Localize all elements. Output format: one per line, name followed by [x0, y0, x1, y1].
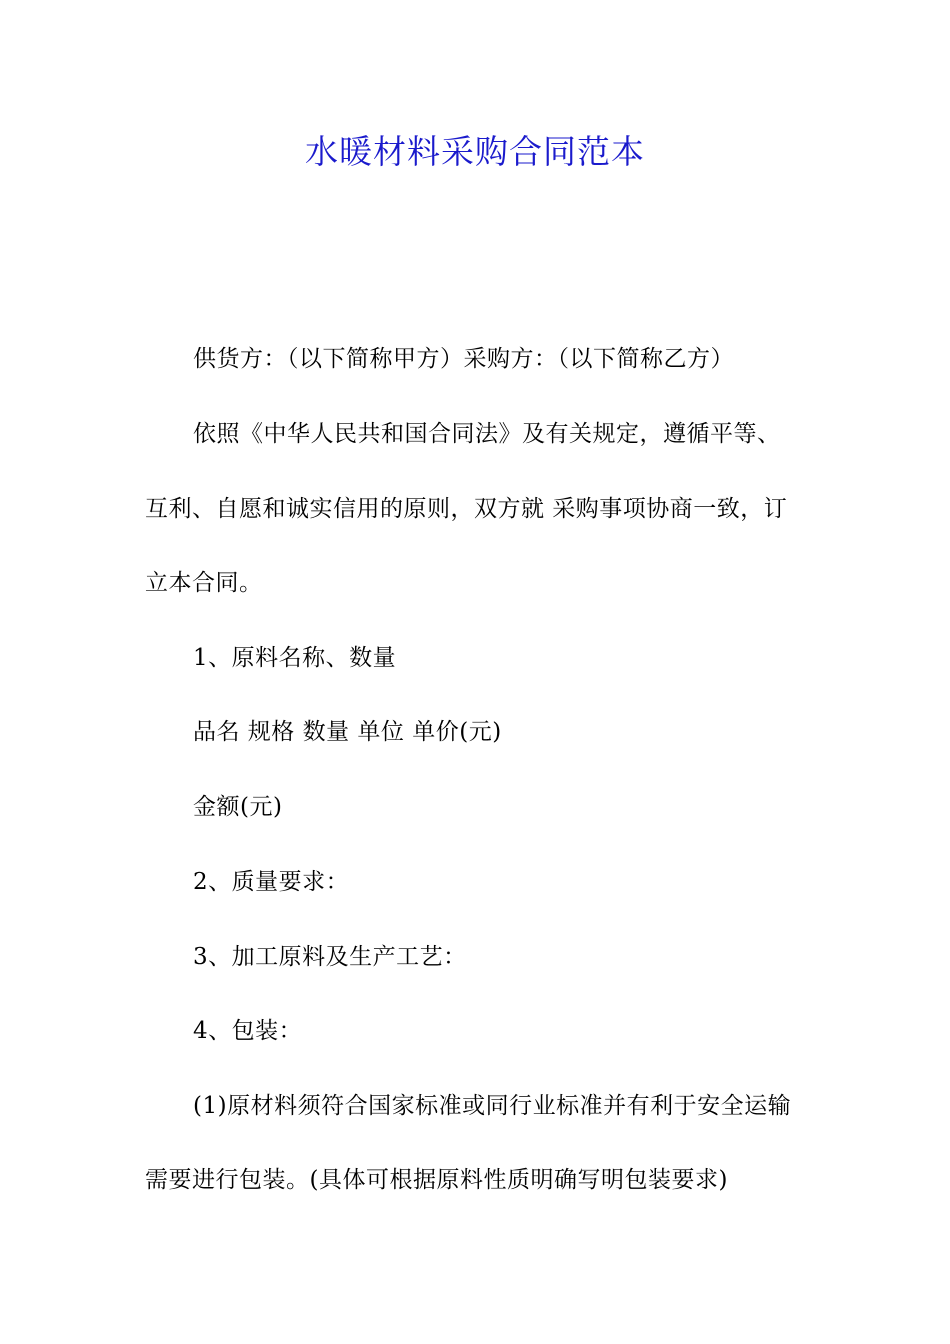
paragraph-line: 依照《中华人民共和国合同法》及有关规定，遵循平等、	[193, 421, 781, 447]
paragraph-line: 立本合同。	[145, 570, 263, 596]
section-heading: 2、质量要求：	[193, 869, 350, 895]
document-title: 水暖材料采购合同范本	[305, 132, 645, 171]
table-header-line: 金额(元)	[193, 794, 283, 820]
section-heading: 3、加工原料及生产工艺：	[193, 944, 467, 970]
paragraph-line: 需要进行包装。(具体可根据原料性质明确写明包装要求)	[145, 1167, 728, 1193]
paragraph-line: (1)原材料须符合国家标准或同行业标准并有利于安全运输	[193, 1093, 792, 1119]
section-heading: 4、包装：	[193, 1018, 303, 1044]
section-heading: 1、原料名称、数量	[193, 645, 397, 671]
paragraph-line: 互利、自愿和诚实信用的原则，双方就 采购事项协商一致，订	[145, 496, 788, 522]
parties-line: 供货方：（以下简称甲方）采购方：（以下简称乙方）	[193, 346, 734, 372]
table-header-line: 品名 规格 数量 单位 单价(元)	[193, 719, 502, 745]
